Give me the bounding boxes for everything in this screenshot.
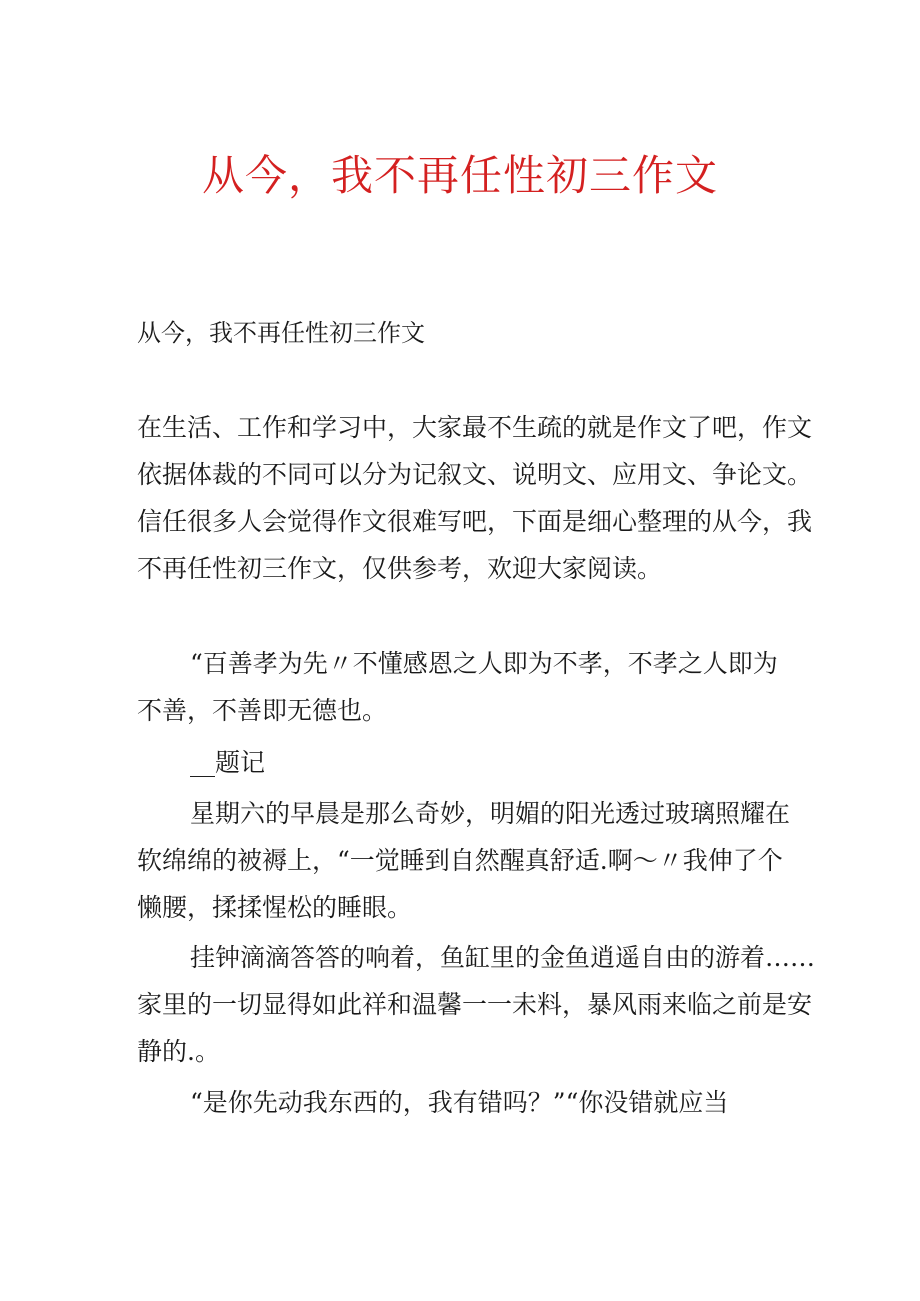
paragraph-line: 软绵绵的被褥上，“一觉睡到自然醒真舒适.啊～〃我伸了个 [137, 846, 783, 875]
paragraph-line: 信任很多人会觉得作文很难写吧，下面是细心整理的从今，我 [137, 507, 813, 536]
paragraph-line: 星期六的早晨是那么奇妙，明媚的阳光透过玻璃照耀在 [190, 799, 791, 828]
paragraph-line: 静的.。 [137, 1037, 220, 1066]
paragraph-line: 不善，不善即无德也。 [137, 696, 388, 725]
document-title: 从今，我不再任性初三作文 [201, 151, 718, 200]
paragraph-line: 懒腰，揉揉惺松的睡眼。 [137, 893, 413, 922]
paragraph-line: 挂钟滴滴答答的响着，鱼缸里的金鱼逍遥自由的游着…… [190, 943, 816, 972]
paragraph-line: “是你先动我东西的，我有错吗？”“你没错就应当 [190, 1088, 729, 1117]
paragraph-line: 家里的一切显得如此祥和温馨一一未料，暴风雨来临之前是安 [137, 990, 813, 1019]
paragraph-line: 依据体裁的不同可以分为记叙文、说明文、应用文、争论文。 [137, 460, 813, 489]
paragraph-line: “百善孝为先〃不懂感恩之人即为不孝，不孝之人即为 [190, 649, 778, 678]
paragraph-line: 在生活、工作和学习中，大家最不生疏的就是作文了吧，作文 [137, 413, 813, 442]
epigraph-attribution: __题记 [190, 748, 266, 777]
paragraph-line: 不再任性初三作文，仅供参考，欢迎大家阅读。 [137, 554, 663, 583]
document-subtitle: 从今，我不再任性初三作文 [137, 319, 425, 347]
